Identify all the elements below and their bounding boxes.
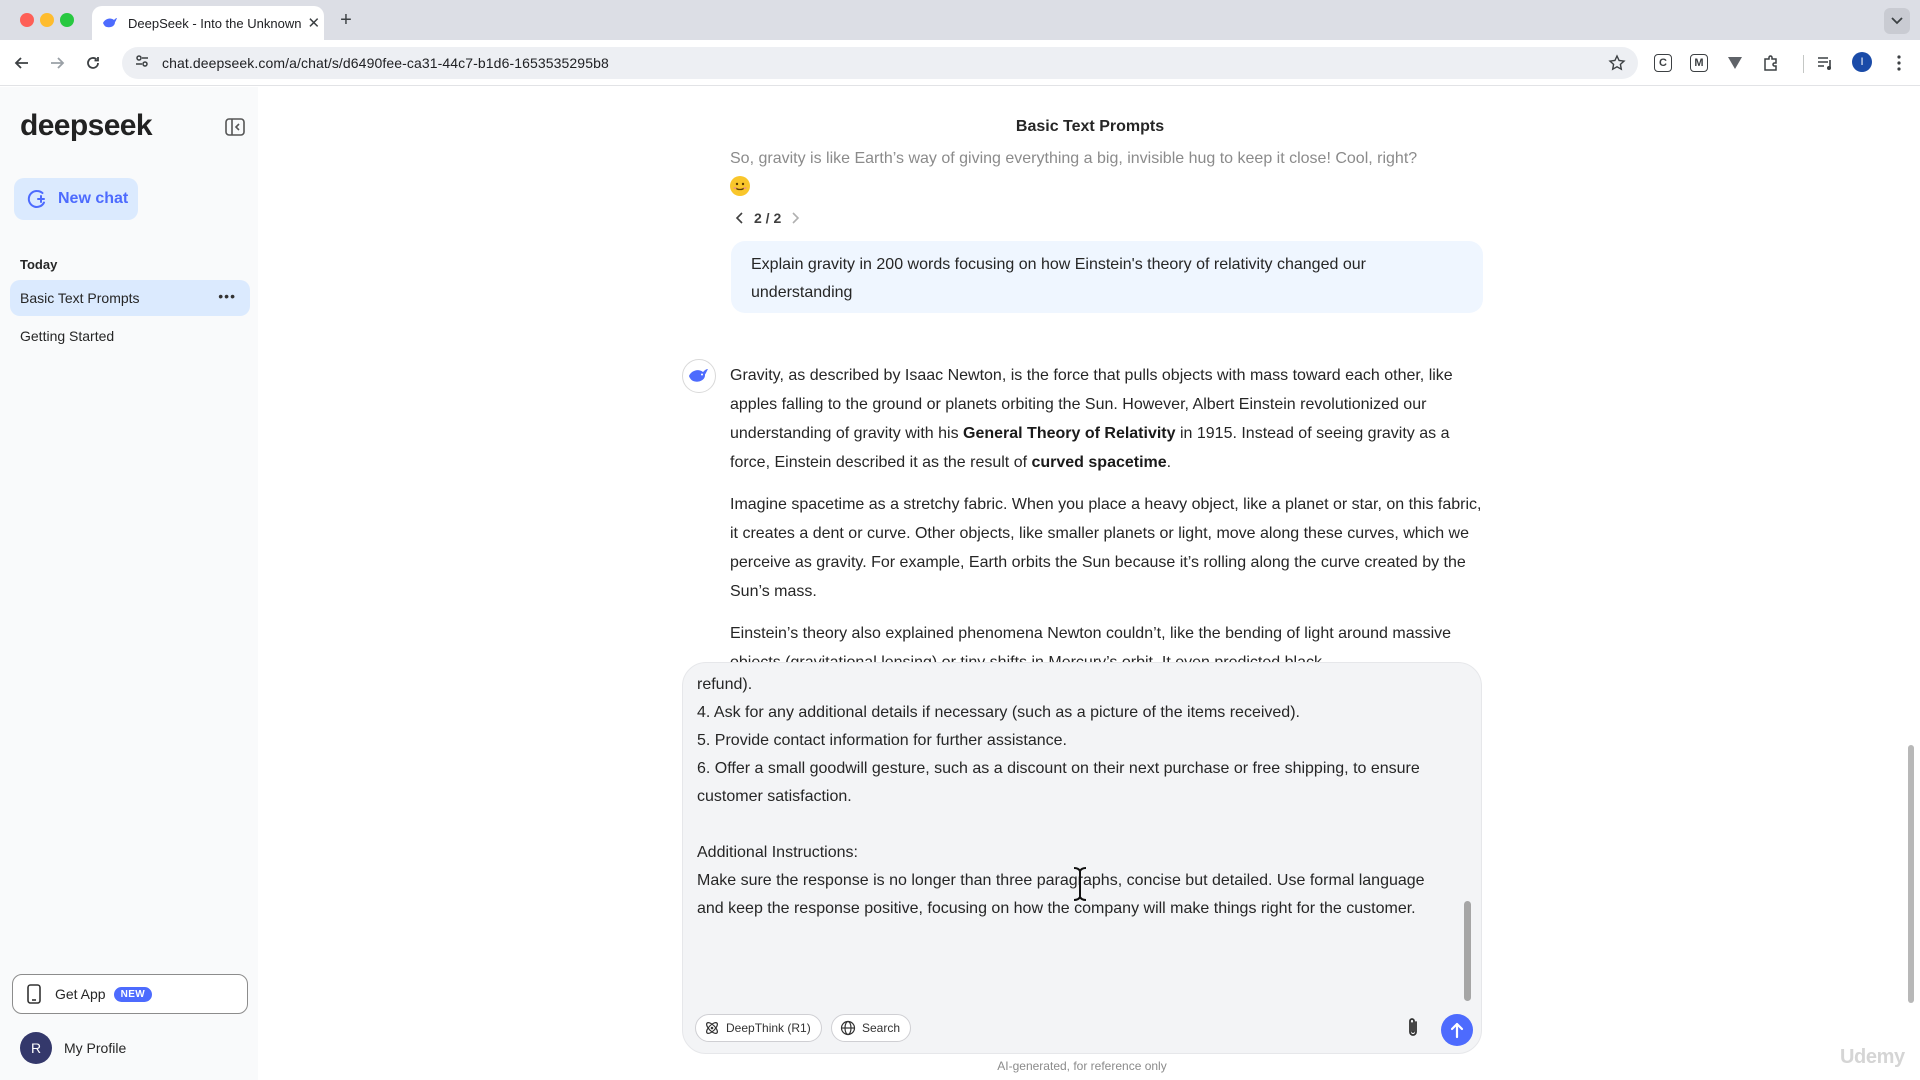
my-profile-button[interactable]: [20, 1032, 126, 1064]
avatar: R: [20, 1032, 52, 1064]
browser-tab[interactable]: [92, 6, 324, 40]
ai-disclaimer: AI-generated, for reference only: [997, 1059, 1167, 1073]
previous-response-chevron-icon[interactable]: [730, 208, 750, 228]
text-cursor-icon: [1070, 866, 1090, 902]
window-minimize-button[interactable]: [40, 13, 54, 27]
toolbar-separator: [1803, 55, 1804, 73]
extensions-puzzle-icon[interactable]: [1760, 52, 1782, 74]
assistant-answer: [730, 361, 1486, 661]
new-chat-label: New chat: [58, 190, 129, 207]
new-tab-button[interactable]: +: [340, 9, 352, 31]
more-options-icon[interactable]: •••: [218, 288, 236, 304]
window-zoom-button[interactable]: [60, 13, 74, 27]
deepthink-atom-icon: [704, 1020, 720, 1036]
profile-label: My Profile: [64, 1040, 127, 1056]
window-close-button[interactable]: [20, 13, 34, 27]
page-scrollbar[interactable]: [1908, 745, 1914, 1003]
pager-count: 2 / 2: [754, 210, 782, 226]
deepthink-label: DeepThink (R1): [726, 1021, 811, 1035]
composer-scrollbar[interactable]: [1464, 901, 1471, 1001]
deepseek-favicon-icon: [102, 15, 118, 31]
get-app-label: Get App: [55, 986, 106, 1002]
message-composer: [682, 662, 1482, 1054]
arrow-up-icon: [1449, 1021, 1465, 1039]
answer-paragraph-1: Gravity, as described by Isaac Newton, is the force that pulls objects with mass toward each other, like apples falling to the ground or planets orbiting the Sun. However, Albert Einstein revolutionized our understanding of gravity with his General Theory of Relativity in 1915. Instead of seeing gravity as a force, Einstein described it as the result of curved spacetime.: [730, 367, 1453, 471]
answer-paragraph-2: Imagine spacetime as a stretchy fabric. When you place a heavy object, like a planet or star, on this fabric, it creates a dent or curve. Other objects, like smaller planets or light, move along these curves, which we perceive as gravity. For example, Earth orbits the Sun because it’s rolling along the curve created by the Sun’s mass.: [730, 496, 1482, 600]
phone-icon: [27, 984, 41, 1004]
new-chat-icon: [26, 188, 48, 210]
media-controls-icon[interactable]: [1815, 52, 1837, 74]
address-bar[interactable]: [122, 47, 1638, 79]
conversation-item-basic-text-prompts[interactable]: [10, 280, 250, 316]
smiling-face-icon: [730, 176, 750, 196]
extension-m-icon[interactable]: M: [1688, 52, 1710, 74]
response-pager: [730, 208, 805, 228]
message-input[interactable]: refund). 4. Ask for any additional details if necessary (such as a picture of the items received). 5. Provide contact information for further assistance. 6. Offer a small goodwill gesture, such as a discount on their next purchase or free shipping, to ensure customer satisfaction. Additional Instructions: Make sure the response is no longer than three paragraphs, concise but detailed. Use formal language and keep the response positive, focusing on how the company will make things right for the customer.: [697, 676, 1425, 917]
tab-title: DeepSeek - Into the Unknown: [128, 15, 302, 31]
chat-title: Basic Text Prompts: [1015, 118, 1165, 135]
deepseek-whale-icon: [682, 359, 716, 393]
search-label: Search: [862, 1021, 901, 1035]
browser-profile-avatar[interactable]: I: [1852, 52, 1872, 72]
get-app-button[interactable]: [12, 974, 248, 1014]
conversation-title: Getting Started: [20, 328, 115, 344]
answer-paragraph-3: Einstein’s theory also explained phenomena Newton couldn’t, like the bending of light around massive: [730, 625, 1452, 642]
tab-search-chevron-icon[interactable]: [1884, 8, 1910, 34]
new-chat-button[interactable]: [14, 178, 138, 220]
browser-menu-icon[interactable]: [1888, 52, 1910, 74]
back-arrow-icon[interactable]: [10, 51, 34, 75]
site-settings-icon[interactable]: [134, 53, 150, 74]
user-message: Explain gravity in 200 words focusing on how Einstein's theory of relativity changed our understanding: [731, 241, 1483, 313]
url-text: chat.deepseek.com/a/chat/s/d6490fee-ca31-44c7-b1d6-1653535295b8: [162, 55, 609, 71]
paperclip-icon[interactable]: [1401, 1016, 1425, 1040]
deepseek-logo: deepseek: [20, 109, 152, 142]
send-button[interactable]: [1441, 1014, 1473, 1046]
next-response-chevron-icon[interactable]: [785, 208, 805, 228]
globe-icon: [840, 1020, 856, 1036]
conversation-item-getting-started[interactable]: [10, 318, 250, 354]
collapse-sidebar-icon[interactable]: [224, 116, 246, 138]
browser-toolbar: [0, 40, 1920, 86]
udemy-watermark: Udemy: [1840, 1046, 1905, 1068]
sidebar: [0, 87, 258, 1080]
search-toggle[interactable]: [831, 1014, 911, 1042]
extension-v-icon[interactable]: [1724, 52, 1746, 74]
conversation-title: Basic Text Prompts: [20, 290, 140, 306]
deepthink-toggle[interactable]: [695, 1014, 822, 1042]
bookmark-star-icon[interactable]: [1608, 54, 1626, 72]
previous-reply-text: So, gravity is like Earth’s way of giving everything a big, invisible hug to keep it close! Cool, right?: [730, 144, 1470, 202]
section-label-today: Today: [20, 257, 58, 272]
forward-arrow-icon[interactable]: [45, 51, 69, 75]
reload-icon[interactable]: [81, 51, 105, 75]
extension-c-icon[interactable]: C: [1652, 52, 1674, 74]
new-badge: NEW: [114, 987, 153, 1002]
browser-tab-bar: [0, 0, 1920, 40]
tab-close-icon[interactable]: ✕: [307, 15, 321, 32]
